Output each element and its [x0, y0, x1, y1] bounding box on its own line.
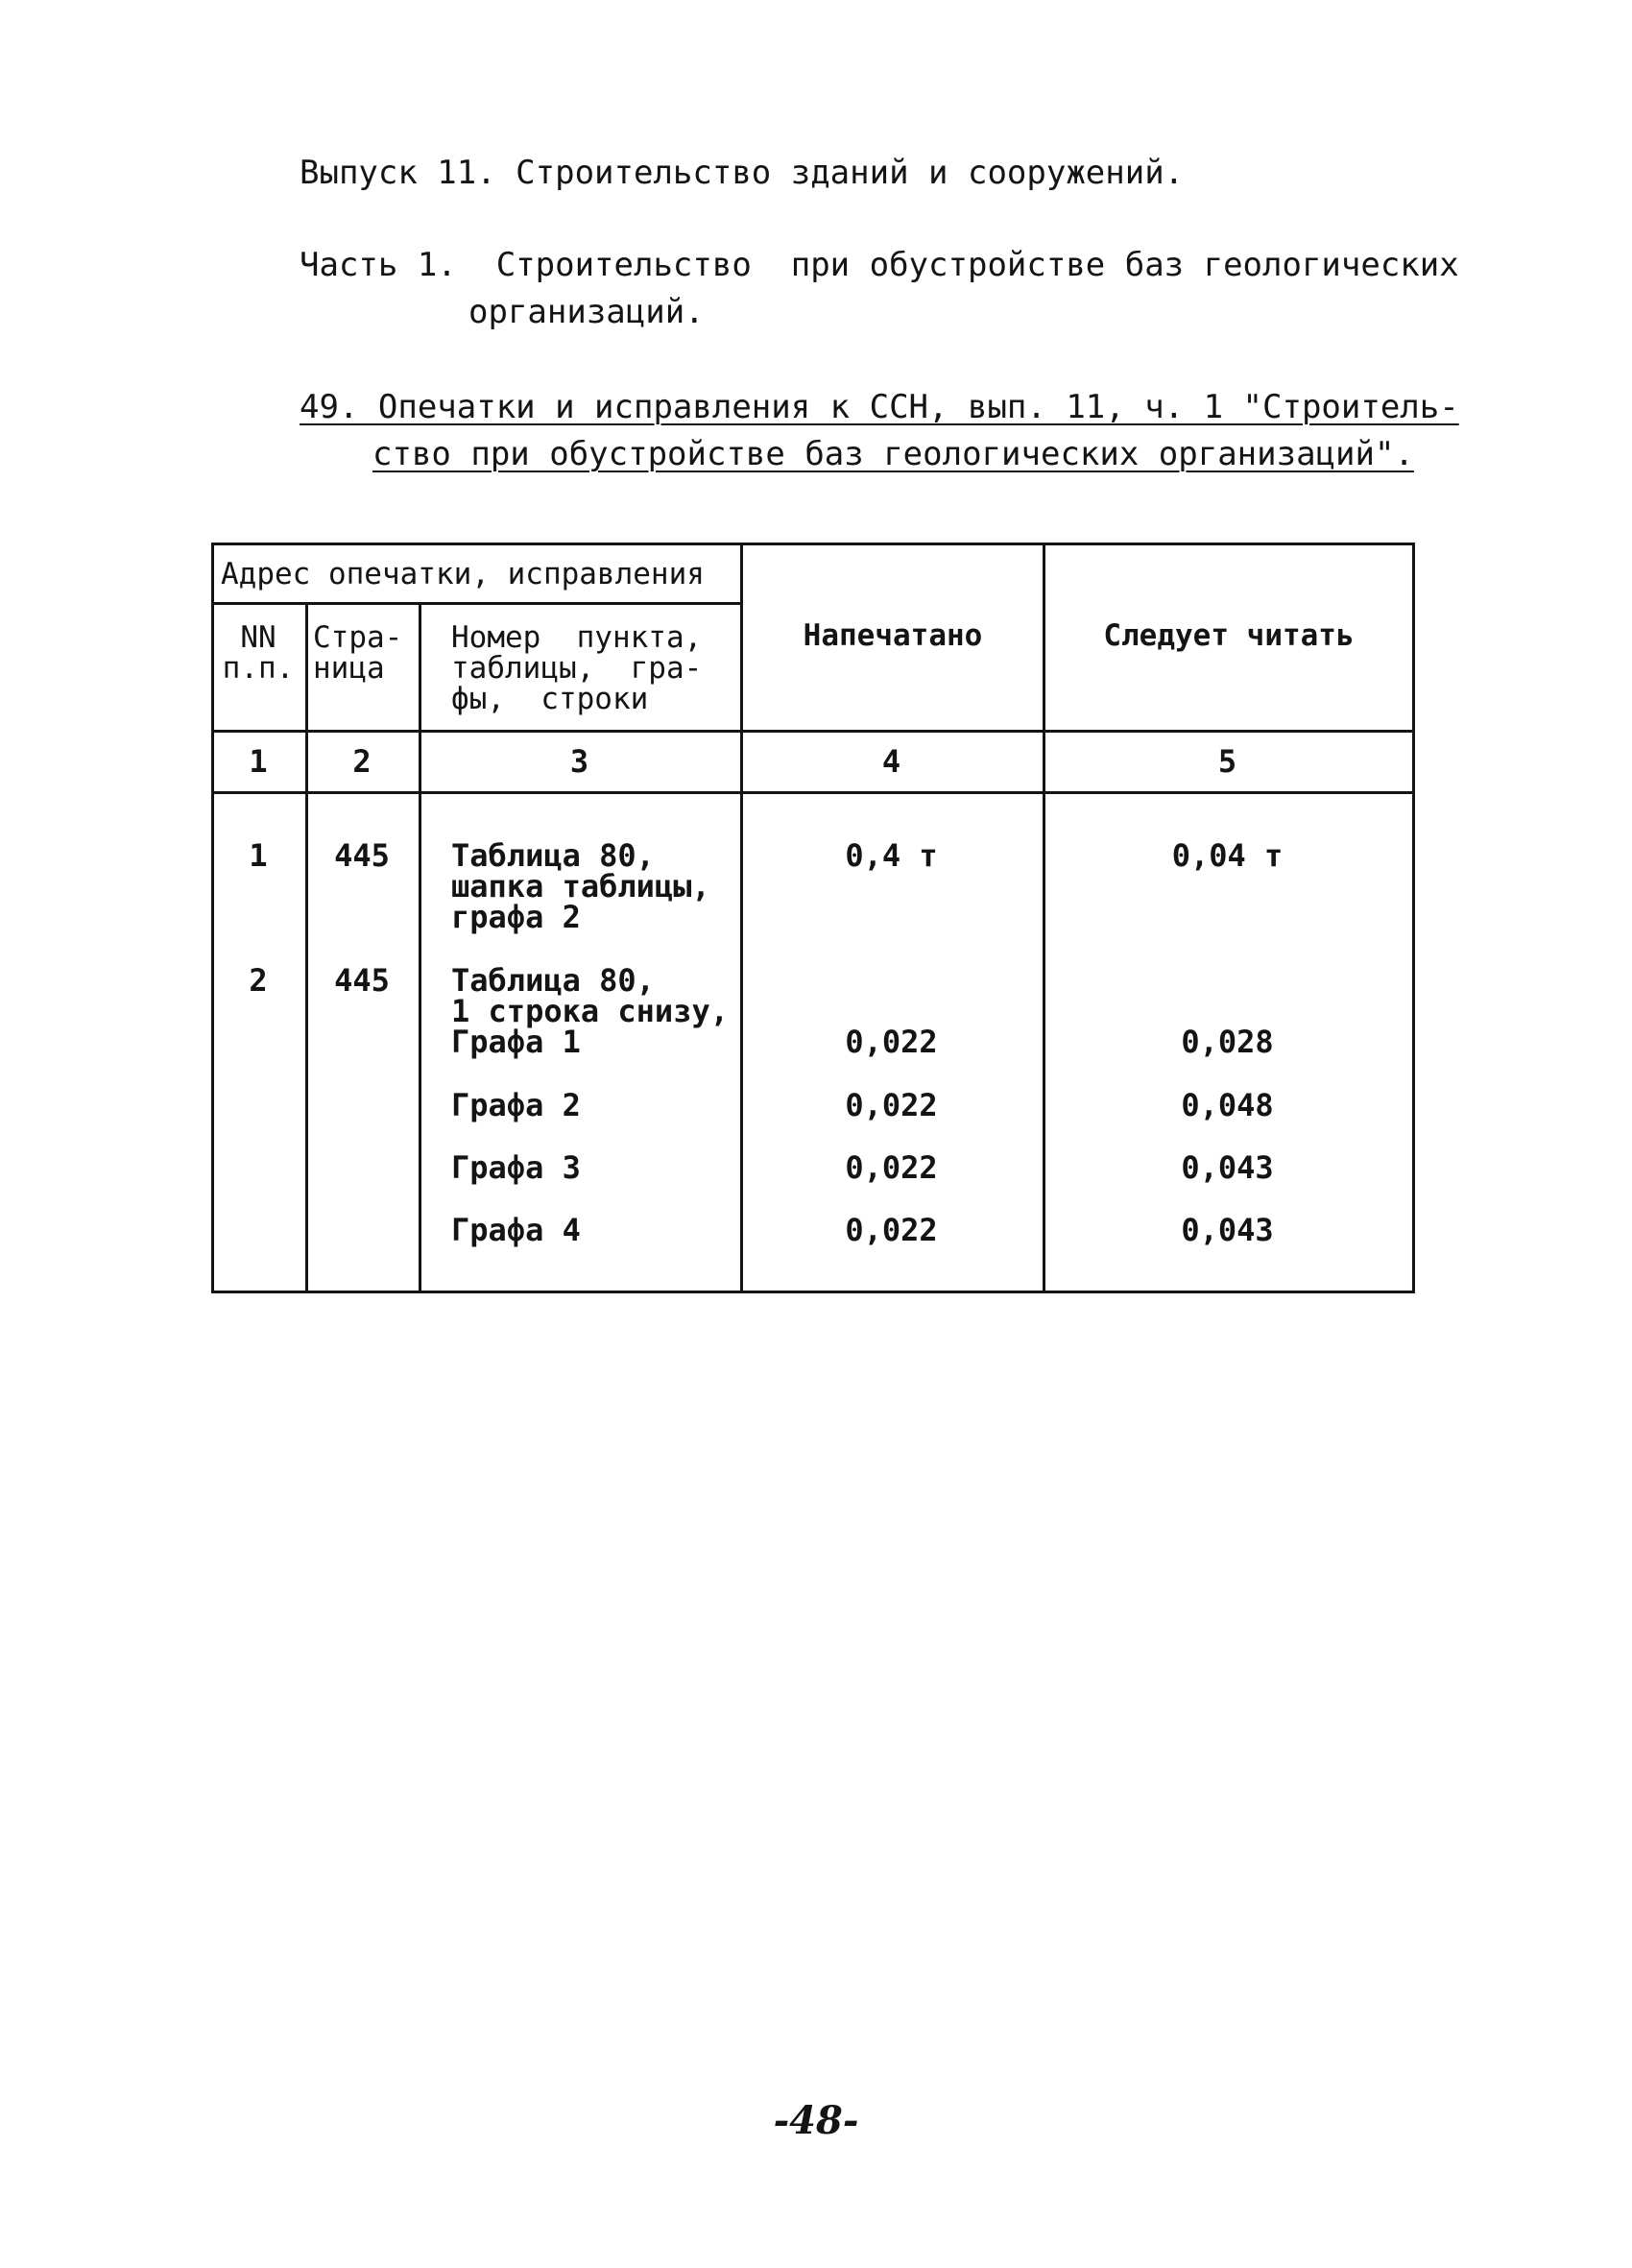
header-correct: Следует читать — [1103, 618, 1355, 653]
row-printed: 0,022 — [845, 1087, 938, 1123]
issue-line: Выпуск 11. Строительство зданий и сооружений. — [300, 154, 1185, 192]
row-correct: 0,043 — [1181, 1212, 1274, 1248]
row-item-line: шапка таблицы, — [451, 868, 710, 905]
header-item-1: Номер пункта, — [451, 620, 703, 655]
row-nn: 2 — [249, 962, 268, 999]
part-line-continuation: организаций. — [468, 293, 705, 331]
row-correct: 0,04 т — [1171, 837, 1284, 874]
column-number: 5 — [1217, 743, 1237, 780]
row-page: 445 — [334, 962, 390, 999]
row-nn: 1 — [249, 837, 268, 874]
row-printed: 0,022 — [845, 1024, 938, 1060]
row-item-line: Графа 4 — [451, 1212, 581, 1248]
group-header: Адрес опечатки, исправления — [221, 557, 705, 591]
header-page-1: Стра- — [313, 620, 403, 655]
header-item-2: таблицы, гра- — [451, 651, 703, 686]
row-item-line: 1 строка снизу, — [451, 993, 729, 1029]
row-item-line: Таблица 80, — [451, 962, 655, 999]
row-correct: 0,048 — [1181, 1087, 1274, 1123]
row-printed: 0,022 — [845, 1212, 938, 1248]
row-correct: 0,043 — [1181, 1149, 1274, 1186]
section-title: 49. Опечатки и исправления к ССН, вып. 11, ч. 1 "Строитель- — [300, 388, 1459, 426]
header-page-2: ница — [313, 651, 385, 686]
row-item-line: Графа 1 — [451, 1024, 581, 1060]
row-item-line: Таблица 80, — [451, 837, 655, 874]
column-number: 3 — [569, 743, 589, 780]
header-printed: Напечатано — [803, 618, 983, 653]
row-printed: 0,022 — [845, 1149, 938, 1186]
section-title-continuation: ство при обустройстве баз геологических организаций". — [372, 435, 1414, 473]
part-line: Часть 1. Строительство при обустройстве баз геологических — [300, 246, 1459, 284]
row-correct: 0,028 — [1181, 1024, 1274, 1060]
column-number: 4 — [881, 743, 901, 780]
row-item-line: Графа 2 — [451, 1087, 581, 1123]
row-item-line: графа 2 — [451, 899, 581, 935]
row-page: 445 — [334, 837, 390, 874]
header-nn-2: п.п. — [222, 651, 295, 686]
errata-table — [211, 543, 1415, 1293]
page-number: -48- — [773, 2098, 859, 2143]
header-nn-1: NN — [240, 620, 276, 655]
header-item-3: фы, строки — [451, 682, 649, 716]
row-printed: 0,4 т — [845, 837, 938, 874]
row-item-line: Графа 3 — [451, 1149, 581, 1186]
column-number: 1 — [249, 743, 268, 780]
column-number: 2 — [352, 743, 372, 780]
